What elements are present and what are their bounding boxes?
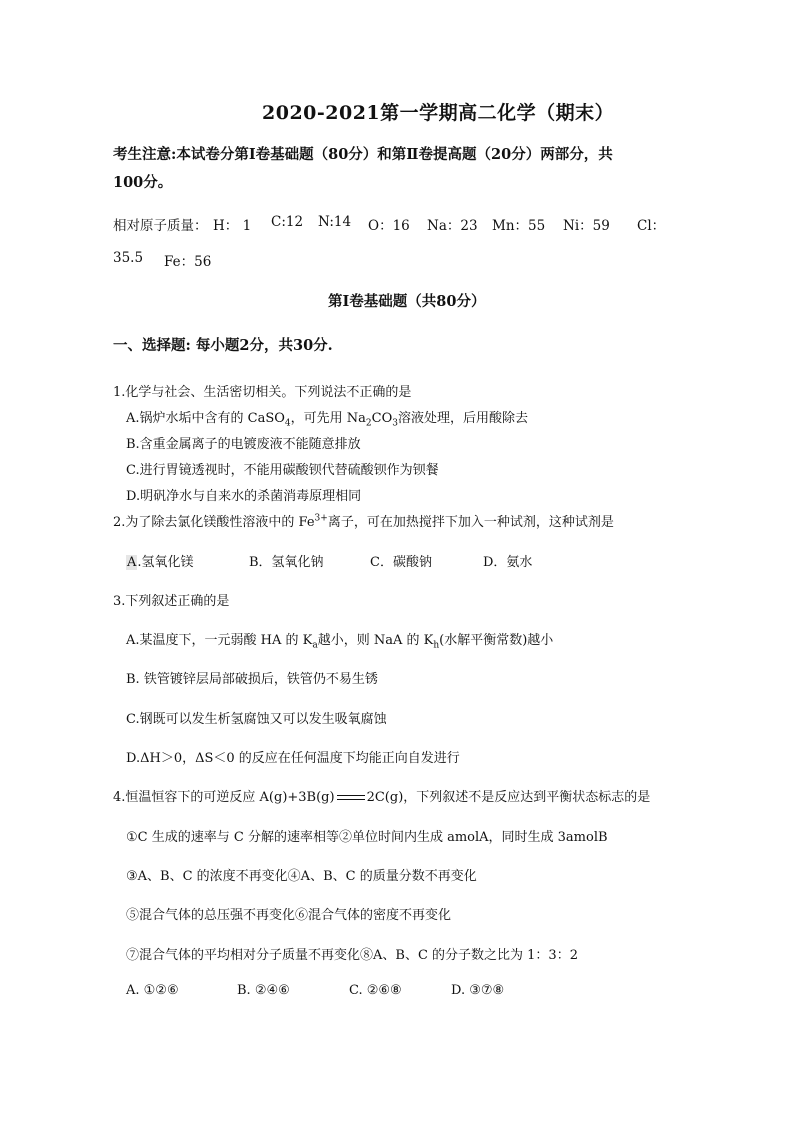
q4-stem: 4.恒温恒容下的可逆反应 A(g)+3B(g) 2C(g)，下列叙述不是反应达到平衡状态标志的是 — [113, 790, 651, 805]
atomic-mass-cl-value: 35.5 — [113, 250, 144, 266]
atomic-mass-o: O：16 — [368, 218, 410, 234]
atomic-mass-mn: Mn：55 — [492, 218, 546, 234]
q1-stem: 1.化学与社会、生活密切相关。下列说法不正确的是 — [113, 385, 412, 400]
atomic-mass-ni: Ni：59 — [563, 218, 610, 234]
q4-statement-line-1: ①C 生成的速率与 C 分解的速率相等②单位时间内生成 amolA，同时生成 3amolB — [126, 830, 608, 845]
q3-option-d: D.ΔH＞0，ΔS＜0 的反应在任何温度下均能正向自发进行 — [126, 751, 460, 766]
q3-option-a: A.某温度下，一元弱酸 HA 的 $K_a$越小，则 NaA 的 $K_h$(水解平衡常数)越小 — [126, 633, 554, 651]
q4-option-d: D. ③⑦⑧ — [451, 983, 505, 998]
q4-statement-line-3: ⑤混合气体的总压强不再变化⑥混合气体的密度不再变化 — [126, 908, 452, 923]
q3-option-c: C.钢既可以发生析氢腐蚀又可以发生吸氧腐蚀 — [126, 712, 387, 727]
q2-option-b: B．氢氧化钠 — [249, 555, 324, 570]
q2-option-c: C．碳酸钠 — [370, 555, 432, 570]
q4-statement-line-4: ⑦混合气体的平均相对分子质量不再变化⑧A、B、C 的分子数之比为 1：3：2 — [126, 948, 578, 963]
atomic-mass-n: N:14 — [318, 214, 352, 230]
q1-option-a: A.锅炉水垢中含有的 CaSO$_4$，可先用 $Na_2CO_3$溶液处理，后用酸除去 — [126, 411, 529, 429]
q4-option-c: C. ②⑥⑧ — [349, 983, 402, 998]
q3-stem: 3.下列叙述正确的是 — [113, 594, 230, 609]
equilibrium-arrow-icon — [337, 794, 365, 802]
atomic-mass-h: H： 1 — [213, 218, 252, 234]
atomic-mass-fe: Fe：56 — [164, 254, 212, 270]
q4-option-a: A. ①②⑥ — [126, 983, 179, 998]
q2-stem: 2.为了除去氯化镁酸性溶液中的 $Fe^{3+}$离子，可在加热搅拌下加入一种试剂，这种试剂是 — [113, 513, 614, 530]
q1-option-d: D.明矾净水与自来水的杀菌消毒原理相同 — [126, 489, 362, 504]
part-one-title: 第Ⅰ卷基础题（共80分） — [328, 293, 486, 310]
atomic-mass-c: C:12 — [271, 214, 304, 230]
q1-option-b: B.含重金属离子的电镀废液不能随意排放 — [126, 437, 361, 452]
q1-option-c: C.进行胃镜透视时，不能用碳酸钡代替硫酸钡作为钡餐 — [126, 463, 439, 478]
notice-line-2: 100分。 — [113, 174, 173, 191]
atomic-mass-cl: Cl： — [637, 218, 666, 234]
q2-option-a: A.氢氧化镁 — [127, 555, 194, 570]
q4-statement-line-2: ③A、B、C 的浓度不再变化④A、B、C 的质量分数不再变化 — [126, 869, 477, 884]
atomic-mass-label: 相对原子质量： — [113, 218, 208, 234]
atomic-mass-na: Na：23 — [427, 218, 478, 234]
section-one-title: 一、选择题: 每小题2分，共30分. — [113, 337, 333, 354]
q4-option-b: B. ②④⑥ — [237, 983, 290, 998]
notice-line-1: 考生注意:本试卷分第Ⅰ卷基础题（80分）和第Ⅱ卷提高题（20分）两部分，共 — [113, 146, 613, 163]
exam-title: 2020-2021第一学期高二化学（期末） — [262, 102, 615, 124]
q2-option-d: D．氨水 — [483, 555, 533, 570]
q3-option-b: B. 铁管镀锌层局部破损后，铁管仍不易生锈 — [126, 672, 378, 687]
